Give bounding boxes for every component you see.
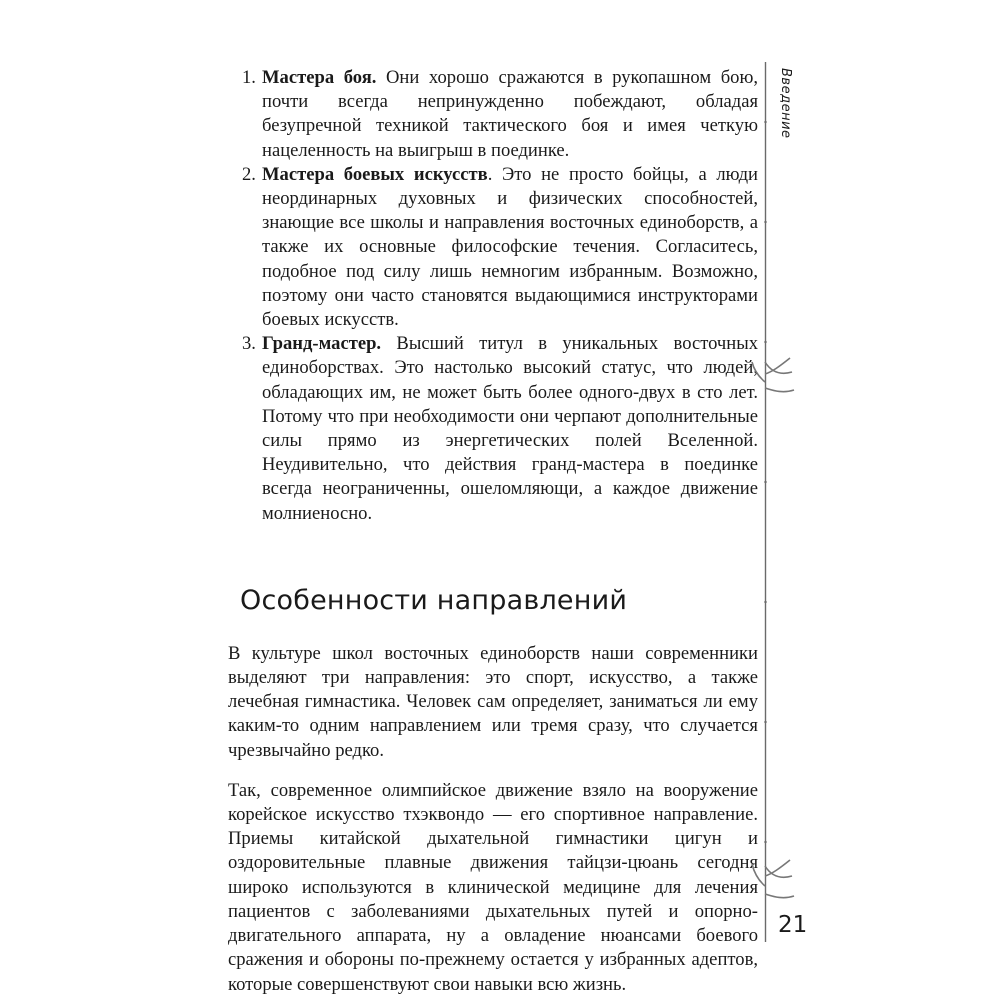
bamboo-leaves-icon (748, 856, 796, 906)
list-item-number: 1. (242, 67, 256, 88)
section-heading: Особенности направлений (240, 584, 628, 616)
list-item-number: 3. (242, 333, 256, 355)
body-paragraph: Так, современное олимпийское движение взяло на вооружение корейское искусство тхэквондо — его спортивное направление. Приемы китайской дыхательной гимнастики цигун и оздоровительные плавные движения тайцзи-цюань сегодня широко используются в клинической медицине для лечения пациентов с заболеваниями дыхательных путей и опорно-двигательного аппарата, ну а овладение нюансами боевого сражения и обороны по-прежнему остается у избранных адептов, которые совершенствуют свои навыки всю жизнь. (228, 779, 758, 995)
chapter-label: Введение (778, 68, 793, 139)
list-item-term: Мастера боевых искусств (262, 163, 488, 185)
list-item (228, 163, 758, 332)
bamboo-stalk-icon (764, 62, 767, 942)
list-item (228, 66, 758, 163)
bamboo-leaves-icon (748, 352, 796, 402)
list-item-text: . Это не просто бойцы, а люди неординарных духовных и физических способностей, знающие все школы и направления восточных единоборств, а также их основные философские течения. Согласитесь, подобное под силу лишь немногим избранным. Возможно, поэтому они часто становятся выдающимися инструкторами боевых искусств. (262, 163, 758, 331)
page-number: 21 (778, 912, 808, 938)
list-item-text: Высший титул в уникальных восточных единоборствах. Это настолько высокий статус, что людей, обладающих им, не может быть более одного-двух в сто лет. Потому что при необходимости они черпают дополнительные силы прямо из энергетических полей Вселенной. Неудивительно, что действия гранд-мастера в поединке всегда неограниченны, ошеломляющи, а каждое движение молниеносно. (262, 333, 758, 524)
page-content (228, 66, 758, 997)
list-item-number: 2. (242, 163, 256, 185)
list-item-text: Они хорошо сражаются в рукопашном бою, почти всегда непринужденно побеждают, обладая безупречной техникой тактического боя и имея четкую нацеленность на выигрыш в поединке. (262, 67, 758, 161)
numbered-list (228, 66, 758, 526)
body-paragraph: В культуре школ восточных единоборств наши современники выделяют три направления: это спорт, искусство, а также лечебная гимнастика. Человек сам определяет, заниматься ли ему каким-то одним направлением или тремя сразу, что случается чрезвычайно редко. (228, 642, 758, 761)
list-item-term: Мастера боя. (262, 67, 377, 88)
list-item-term: Гранд-мастер. (262, 333, 382, 355)
list-item (228, 332, 758, 526)
